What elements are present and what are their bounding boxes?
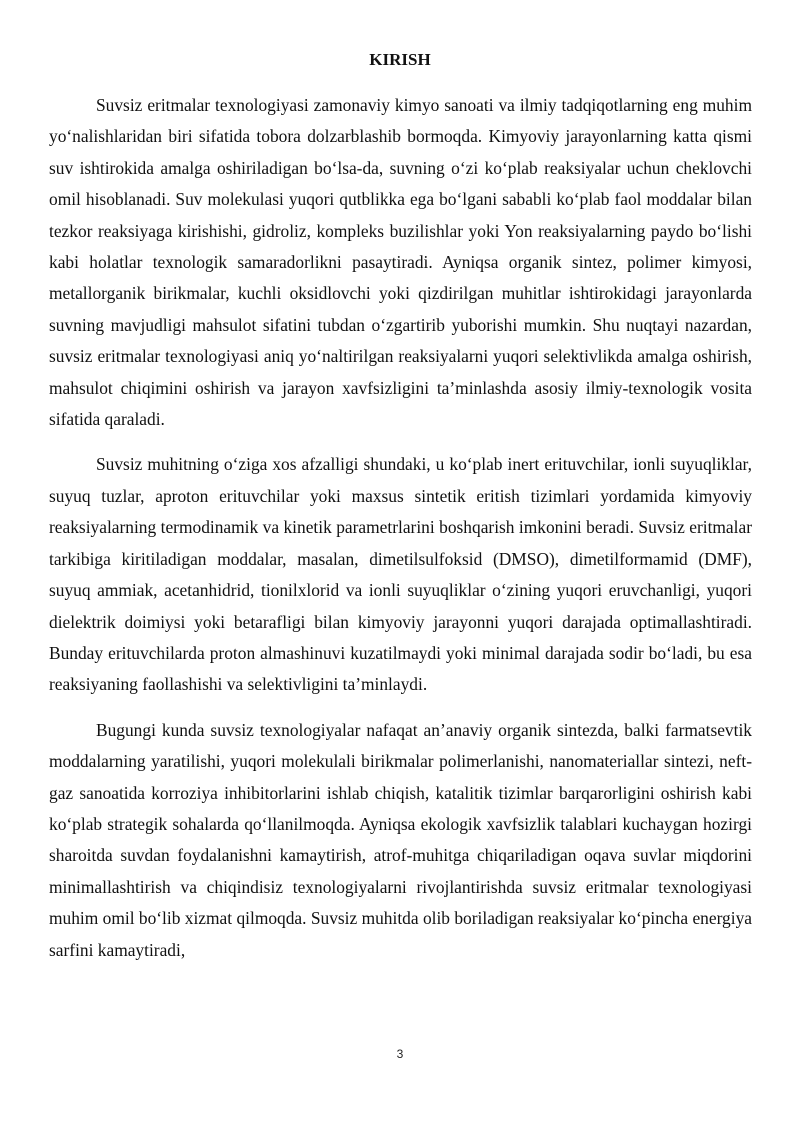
page-number: 3 (396, 1047, 404, 1061)
paragraph-1: Suvsiz eritmalar texnologiyasi zamonaviy kimyo sanoati va ilmiy tadqiqotlarning eng muhim yoʻnalishlaridan biri sifatida tobora dolzarblashib bormoqda. Kimyoviy jarayonlarning katta qismi suv ishtirokida amalga oshiriladigan boʻlsa-da, suvning oʻzi koʻplab reaksiyalar uchun cheklovchi omil hisoblanadi. Suv molekulasi yuqori qutblikka ega boʻlgani sababli koʻplab faol moddalar bilan tezkor reaksiyaga kirishishi, gidroliz, kompleks buzilishlar yoki Yon reaksiyalarning paydo boʻlishi kabi holatlar texnologik samaradorlikni pasaytiradi. Ayniqsa organik sintez, polimer kimyosi, metallorganik birikmalar, kuchli oksidlovchi yoki qizdirilgan muhitlar ishtirokidagi jarayonlarda suvning mavjudligi mahsulot sifatini tubdan oʻzgartirib yuborishi mumkin. Shu nuqtayi nazardan, suvsiz eritmalar texnologiyasi aniq yoʻnaltirilgan reaksiyalarni yuqori selektivlikda amalga oshirish, mahsulot chiqimini oshirish va jarayon xavfsizligini taʼminlashda asosiy ilmiy-texnologik vosita sifatida qaraladi. (49, 95, 752, 430)
document-body (49, 90, 752, 980)
paragraph-2: Suvsiz muhitning oʻziga xos afzalligi shundaki, u koʻplab inert erituvchilar, ionli suyuqliklar, suyuq tuzlar, aproton erituvchilar yoki maxsus sintetik eritish tizimlari yordamida kimyoviy reaksiyalarning termodinamik va kinetik parametrlarini boshqarish imkonini beradi. Suvsiz eritmalar tarkibiga kiritiladigan moddalar, masalan, dimetilsulfoksid (DMSO), dimetilformamid (DMF), suyuq ammiak, acetanhidrid, tionilxlorid va ionli suyuqliklar oʻzining yuqori eruvchanligi, yuqori dielektrik doimiysi yoki betarafligi bilan kimyoviy jarayonni yuqori darajada optimallashtiradi. Bunday erituvchilarda proton almashinuvi kuzatilmaydi yoki minimal darajada sodir boʻladi, bu esa reaksiyaning faollashishi va selektivligini taʼminlaydi. (49, 454, 752, 695)
page-title: KIRISH (369, 50, 431, 69)
paragraph-3: Bugungi kunda suvsiz texnologiyalar nafaqat anʼanaviy organik sintezda, balki farmatsevtik moddalarning yaratilishi, yuqori molekulali birikmalar polimerlanishi, nanomateriallar sintezi, neft-gaz sanoatida korroziya inhibitorlarini ishlab chiqish, katalitik tizimlar barqarorligini oshirish kabi koʻplab strategik sohalarda qoʻllanilmoqda. Ayniqsa ekologik xavfsizlik talablari kuchaygan hozirgi sharoitda suvdan foydalanishni kamaytirish, atrof-muhitga chiqariladigan oqava suvlar miqdorini minimallashtirish va chiqindisiz texnologiyalarni rivojlantirishda suvsiz eritmalar texnologiyasi muhim omil boʻlib xizmat qilmoqda. Suvsiz muhitda olib boriladigan reaksiyalar koʻpincha energiya sarfini kamaytiradi, (49, 719, 752, 960)
